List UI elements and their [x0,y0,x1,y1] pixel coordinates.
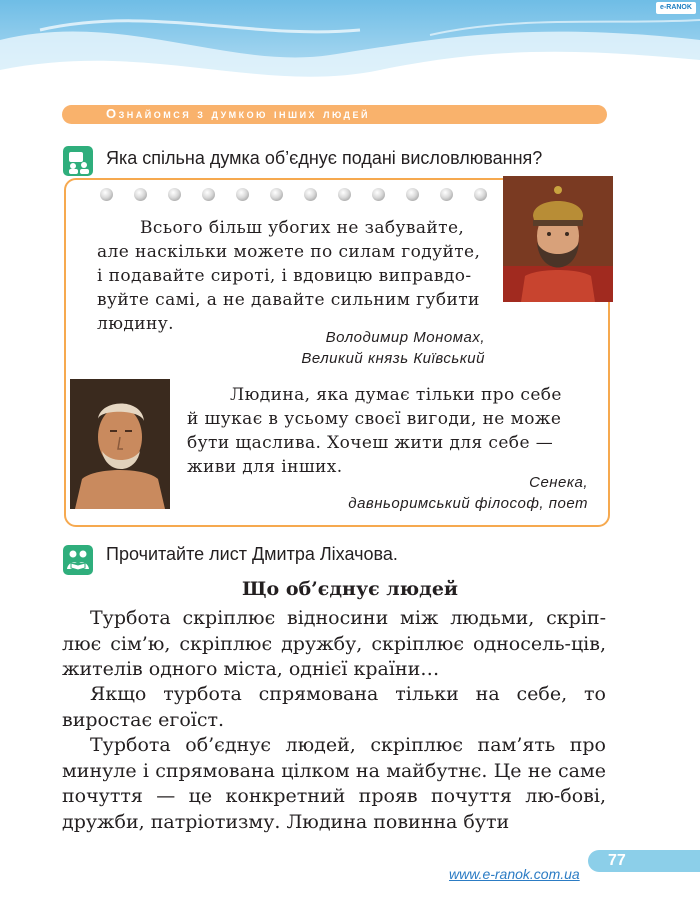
quote-line: вуйте самі, а не давайте сильним губити [97,290,480,310]
seneca-portrait [70,379,170,509]
section-heading-text: Ознайомся з думкою інших людей [106,106,370,121]
letter-paragraph: Якщо турбота спрямована тільки на себе, то виростає егоїст. [62,683,606,731]
author-monomakh [200,327,485,369]
publisher-website-link[interactable]: www.e-ranok.com.ua [449,866,580,882]
letter-paragraph: Турбота скріплює відносини між людьми, скріп-лює сім’ю, скріплює дружбу, скріплює односель-ців, жителів одного міста, однієї країни… [62,607,606,680]
quote-line: й шукає в усьому своєї вигоди, не може [187,409,562,429]
quote-line: живи для інших. [187,457,343,477]
quote-line: Всього більш убогих не забувайте, [140,218,465,238]
author-seneca [300,472,588,514]
page-number-tab [588,850,700,872]
quote-line: бути щаслива. Хочеш жити для себе — [187,433,554,453]
author-title: давньоримський філософ, поет [348,495,588,512]
section-heading [62,105,607,124]
people-discussion-icon [63,146,93,176]
quote-monomakh [97,216,482,336]
author-title: Великий князь Київський [301,350,485,367]
author-name: Сенека, [529,474,588,491]
publisher-logo: e-RANOK [656,2,696,14]
quote-seneca [187,383,589,479]
quote-line: Людина, яка думає тільки про себе [230,385,562,405]
quote-line: але наскільки можете по силам годуйте, [97,242,481,262]
letter-paragraph: Турбота об’єднує людей, скріплює пам’ять про минуле і спрямована цілком на майбутнє. Це не саме почуття — це конкретний прояв почуття лю-бові, дружби, патріотизму. Людина повинна бути [62,734,606,833]
page-number: 77 [608,852,626,869]
letter-title: Що об’єднує людей [241,578,459,600]
author-name: Володимир Мономах, [325,329,485,346]
header-wave-decoration [0,0,700,120]
reading-people-icon [63,545,93,575]
monomakh-portrait [503,176,613,302]
quote-line: і подавайте сироті, і вдовицю виправдо- [97,266,472,286]
task2-text: Прочитайте лист Дмитра Ліхачова. [106,544,398,564]
notebook-holes [100,188,500,202]
task1-text: Яка спільна думка об’єднує подані висловлювання? [106,148,543,168]
quote-line: людину. [97,314,174,334]
